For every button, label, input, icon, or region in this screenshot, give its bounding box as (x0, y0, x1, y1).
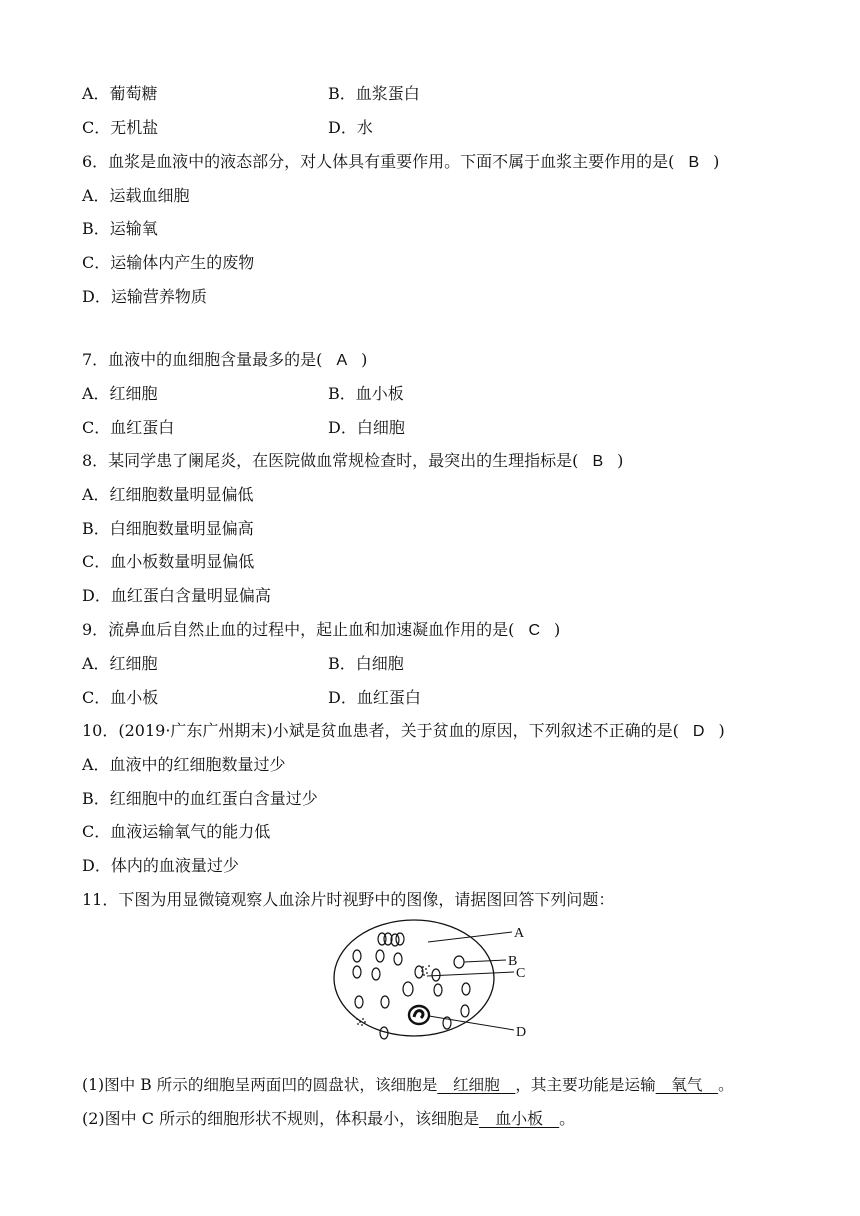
q8-stem-line (82, 451, 623, 472)
q11-part1-blank-function: __氧气__ (655, 1076, 719, 1094)
q7-option-d: D．白细胞 (328, 418, 405, 437)
q7-option-c: C．血红蛋白 (82, 418, 175, 437)
q6-option-d: D．运输营养物质 (82, 287, 207, 306)
q11-part2-end: 。 (559, 1109, 576, 1128)
q10-stem-line (82, 721, 725, 742)
label-b: B (508, 954, 518, 969)
q8-option-a: A．红细胞数量明显偏低 (82, 485, 254, 504)
q8-option-c: C．血小板数量明显偏低 (82, 552, 255, 571)
q9-option-a: A．红细胞 (82, 654, 158, 673)
q9-answer: C (528, 622, 540, 639)
q8-option-b: B．白细胞数量明显偏高 (82, 519, 254, 538)
q6-close: ) (713, 152, 720, 171)
q11-part1-mid: ，其主要功能是运输 (515, 1076, 656, 1094)
red-blood-cells (353, 933, 470, 1039)
q6-answer: B (688, 154, 700, 171)
q11-part1 (82, 1075, 734, 1095)
q9-stem: 9．流鼻血后自然止血的过程中，起止血和加速凝血作用的是( (82, 620, 515, 639)
q9-option-b: B．白细胞 (328, 654, 404, 673)
q11-stem: 11．下图为用显微镜观察人血涂片时视野中的图像，请据图回答下列问题： (82, 890, 615, 909)
q5-option-c: C．无机盐 (82, 118, 159, 137)
q8-answer: B (592, 453, 604, 470)
q6-option-a: A．运载血细胞 (82, 186, 190, 205)
q7-answer: A (336, 352, 348, 369)
label-d: D (516, 1025, 527, 1040)
q11-part1-text: (1)图中 B 所示的细胞呈两面凹的圆盘状，该细胞是 (82, 1076, 438, 1094)
q11-part2-blank: __血小板__ (479, 1109, 560, 1128)
q5-option-b: B．血浆蛋白 (328, 84, 420, 103)
q6-stem-line (82, 152, 719, 173)
q8-close: ) (617, 451, 624, 470)
q7-stem-line (82, 350, 367, 371)
q10-option-a: A．血液中的红细胞数量过少 (82, 755, 286, 774)
q6-stem: 6．血浆是血液中的液态部分，对人体具有重要作用。下面不属于血浆主要作用的是( (82, 152, 675, 171)
label-c: C (516, 966, 526, 981)
q9-option-c: C．血小板 (82, 688, 159, 707)
q10-answer: D (692, 723, 705, 740)
q5-option-a: A．葡萄糖 (82, 84, 158, 103)
q10-close: ) (718, 721, 725, 740)
q11-part1-blank-cell: __红细胞__ (437, 1076, 516, 1094)
q10-option-c: C．血液运输氧气的能力低 (82, 822, 271, 841)
label-leader-lines (427, 932, 514, 1030)
blood-smear-diagram (330, 918, 540, 1046)
white-blood-cell (409, 1006, 429, 1024)
q9-stem-line (82, 620, 560, 641)
blood-smear-figure (330, 918, 540, 1046)
q9-option-d: D．血红蛋白 (328, 688, 421, 707)
q11-part2 (82, 1109, 575, 1129)
q6-option-b: B．运输氧 (82, 219, 158, 238)
q5-option-d: D．水 (328, 118, 373, 137)
platelets (356, 965, 430, 1026)
q7-stem: 7．血液中的血细胞含量最多的是( (82, 350, 323, 369)
label-a: A (514, 926, 525, 941)
q7-option-a: A．红细胞 (82, 384, 158, 403)
q9-close: ) (554, 620, 561, 639)
q6-option-c: C．运输体内产生的废物 (82, 253, 255, 272)
q8-option-d: D．血红蛋白含量明显偏高 (82, 586, 271, 605)
q10-stem: 10．(2019·广东广州期末)小斌是贫血患者，关于贫血的原因，下列叙述不正确的是( (82, 721, 679, 740)
q11-part1-end: 。 (718, 1076, 734, 1094)
q8-stem: 8．某同学患了阑尾炎，在医院做血常规检查时，最突出的生理指标是( (82, 451, 579, 470)
q10-option-d: D．体内的血液量过少 (82, 856, 239, 875)
q11-part2-text: (2)图中 C 所示的细胞形状不规则，体积最小，该细胞是 (82, 1109, 480, 1128)
q7-close: ) (361, 350, 368, 369)
q10-option-b: B．红细胞中的血红蛋白含量过少 (82, 789, 318, 808)
q7-option-b: B．血小板 (328, 384, 404, 403)
